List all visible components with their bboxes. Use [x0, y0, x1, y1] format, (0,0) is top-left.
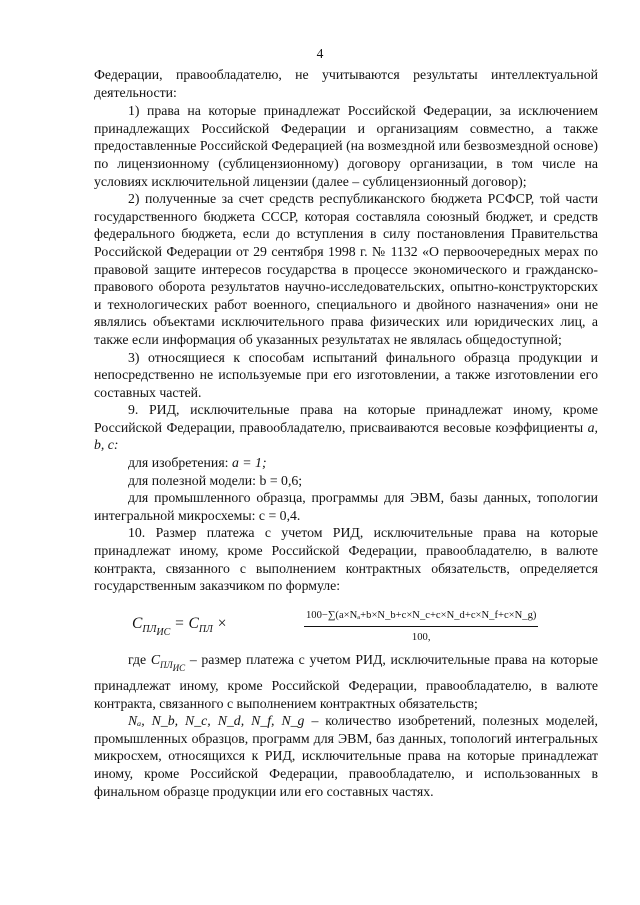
inline-symbol-subsub: ИС: [172, 662, 186, 673]
paragraph-item-1: 1) права на которые принадлежат Российской Федерации, за исключением принадлежащих Российской Федерации и организациям совместно, а также предоставленные Российской Федерацией (на возмездной или безвозмездной основе) по лицензионному (сублицензионному) договору организации, в том числе на условиях исключительной лицензии (далее – сублицензионный договор);: [94, 103, 598, 189]
point-9-text: 9. РИД, исключительные права на которые принадлежат иному, кроме Российской Федерации, правообладателю, присваиваются весовые коэффициенты: [94, 402, 598, 435]
formula-equals: =: [174, 614, 185, 632]
page-number: 4: [316, 46, 324, 61]
definition-text: – размер платежа с учетом РИД, исключительные права на которые принадлежат иному, кроме Российской Федерации, правообладателю, в валюте контракта, связанного с выполнением контрактных обязательств;: [94, 651, 598, 711]
formula-comma: ,: [427, 632, 431, 644]
formula-left: [132, 615, 227, 642]
formula-denominator-value: 100: [411, 632, 428, 644]
paragraph-point-9: [94, 401, 598, 454]
formula-lhs-subsub: ИС: [156, 626, 171, 638]
variable-list: Nₐ, N_b, N_c, N_d, N_f, N_g: [128, 713, 305, 729]
paragraph-variables: [94, 712, 598, 800]
formula-rhs-sub: ПЛ: [198, 623, 213, 635]
variables-text: – количество изобретений, полезных моделей, промышленных образцов, программ для ЭВМ, баз данных, топологий интегральных микросхем, относящихся к РИД, исключительные права на которые принадлежат иному, кроме Российской Федерации, правообладателю, и использованных в финальном образце продукции или его составных частях.: [94, 713, 598, 799]
coefficient-invention-value: a = 1;: [231, 455, 267, 471]
document-body: [94, 66, 598, 800]
formula-lhs-sub: ПЛ: [142, 623, 157, 635]
paragraph-item-2: 2) полученные за счет средств республиканского бюджета РСФСР, той части государственного бюджета СССР, которая составляла союзный бюджет, и средств федерального бюджета, если до вступления в силу постановления Правительства Российской Федерации от 29 сентября 1998 г. № 1132 «О первоочередных мерах по правовой защите интересов государства в процессе экономического и гражданско-правового оборота результатов научно-исследовательских, опытно-конструкторских и технологических работ военного, специального и двойного назначения» они не являлись объектами исключительного права физических или юридических лиц, а также если информация об указанных результатах не являлась общедоступной;: [94, 191, 598, 347]
coefficient-invention-label: для изобретения:: [128, 455, 229, 471]
formula-denominator: [304, 627, 538, 647]
formula-numerator: 100−∑(a×Nₐ+b×N_b+c×N_c+c×N_d+c×N_f+c×N_g): [304, 607, 538, 628]
coefficient-invention: [94, 454, 598, 472]
formula-fraction: [304, 607, 538, 647]
coefficient-industrial-design: для промышленного образца, программы для ЭВМ, базы данных, топологии интегральной микросхемы: c = 0,4.: [94, 490, 598, 523]
formula-times: ×: [216, 614, 228, 632]
paragraph-item-3: 3) относящиеся к способам испытаний финального образца продукции и непосредственно не используемые при его изготовлении, а также изготовлении его составных частей.: [94, 349, 598, 400]
paragraph-point-10: 10. Размер платежа с учетом РИД, исключительные права на которые принадлежат иному, кроме Российской Федерации, правообладателю, в валюте контракта, связанного с выполнением контрактных обязательств, определяется государственным заказчиком по формуле:: [94, 525, 598, 594]
coefficient-utility-model: для полезной модели: b = 0,6;: [128, 472, 303, 488]
definition-lead: где: [128, 651, 147, 667]
inline-symbol-letter: C: [150, 651, 161, 667]
coefficient-symbols: a, b, c:: [94, 419, 598, 453]
paragraph-definition: [94, 651, 598, 712]
inline-symbol: [150, 651, 186, 673]
formula-lhs: C: [132, 614, 143, 632]
payment-formula: [94, 601, 598, 647]
formula-rhs: C: [188, 614, 199, 632]
paragraph: Федерации, правообладателю, не учитываются результаты интеллектуальной деятельности:: [94, 67, 598, 100]
inline-symbol-sub: ПЛ: [160, 659, 173, 670]
